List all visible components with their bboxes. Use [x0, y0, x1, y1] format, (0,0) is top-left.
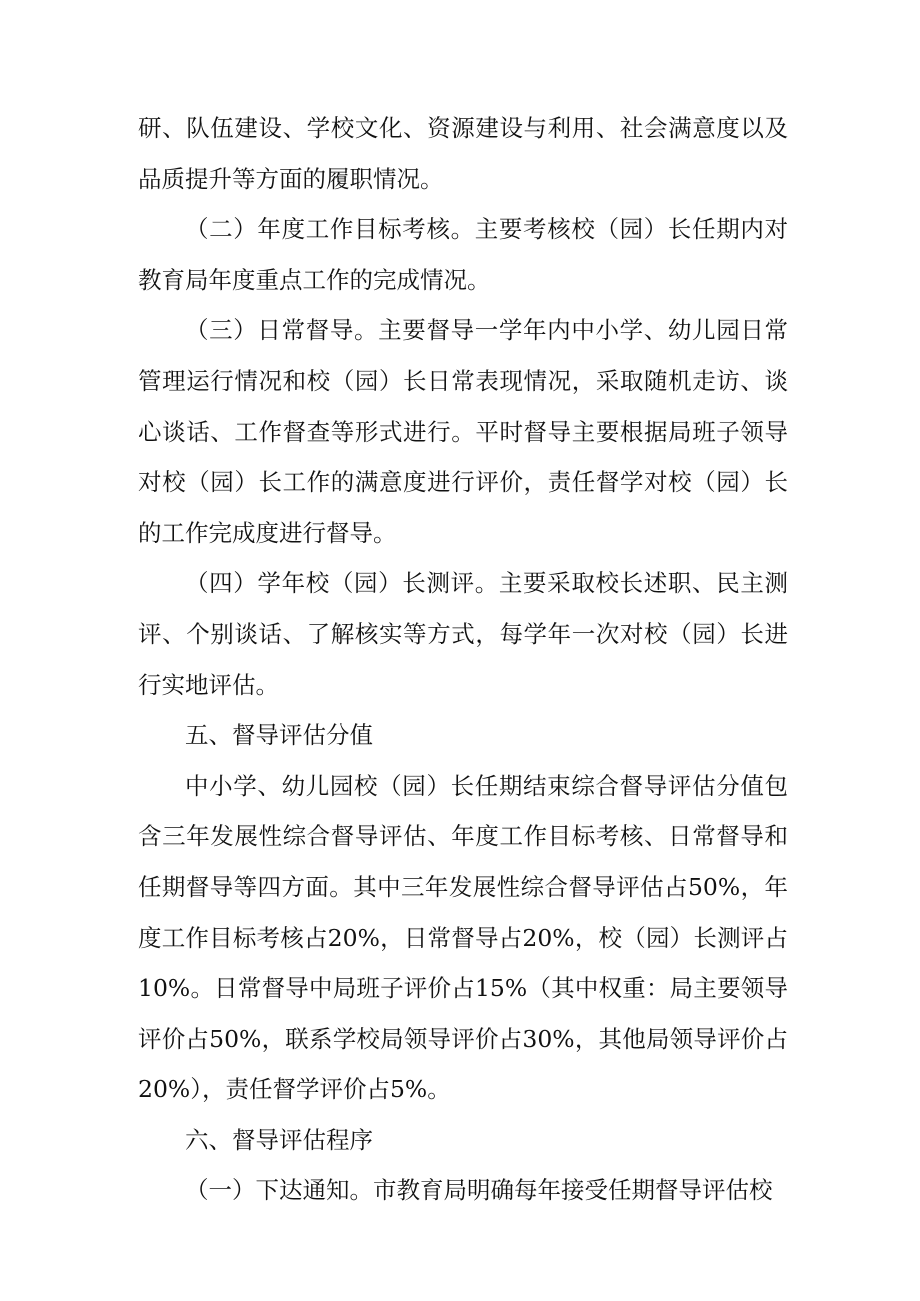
paragraph-annual-target-assessment: （二）年度工作目标考核。主要考核校（园）长任期内对教育局年度重点工作的完成情况。: [138, 215, 788, 294]
section-heading-scores: 五、督导评估分值: [185, 721, 373, 750]
paragraph-principal-evaluation: （四）学年校（园）长测评。主要采取校长述职、民主测评、个别谈话、了解核实等方式，每学年一次对校（园）长进行实地评估。: [138, 569, 788, 699]
paragraph-issue-notice: （一）下达通知。市教育局明确每年接受任期督导评估校: [185, 1176, 773, 1205]
paragraph-duty-performance: 研、队伍建设、学校文化、资源建设与利用、社会满意度以及品质提升等方面的履职情况。: [138, 114, 788, 193]
paragraph-score-weights: 中小学、幼儿园校（园）长任期结束综合督导评估分值包含三年发展性综合督导评估、年度工作目标考核、日常督导和任期督导等四方面。其中三年发展性综合督导评估占50%，年度工作目标考核占20%，日常督导占20%，校（园）长测评占10%。日常督导中局班子评价占15%（其中权重：局主要领导评价占50%，联系学校局领导评价占30%，其他局领导评价占20%），责任督学评价占5%。: [138, 771, 788, 1104]
paragraph-daily-supervision: （三）日常督导。主要督导一学年内中小学、幼儿园日常管理运行情况和校（园）长日常表现情况，采取随机走访、谈心谈话、工作督查等形式进行。平时督导主要根据局班子领导对校（园）长工作的满意度进行评价，责任督学对校（园）长的工作完成度进行督导。: [138, 316, 788, 547]
section-heading-procedure: 六、督导评估程序: [185, 1125, 373, 1154]
document-body: [138, 103, 788, 1216]
